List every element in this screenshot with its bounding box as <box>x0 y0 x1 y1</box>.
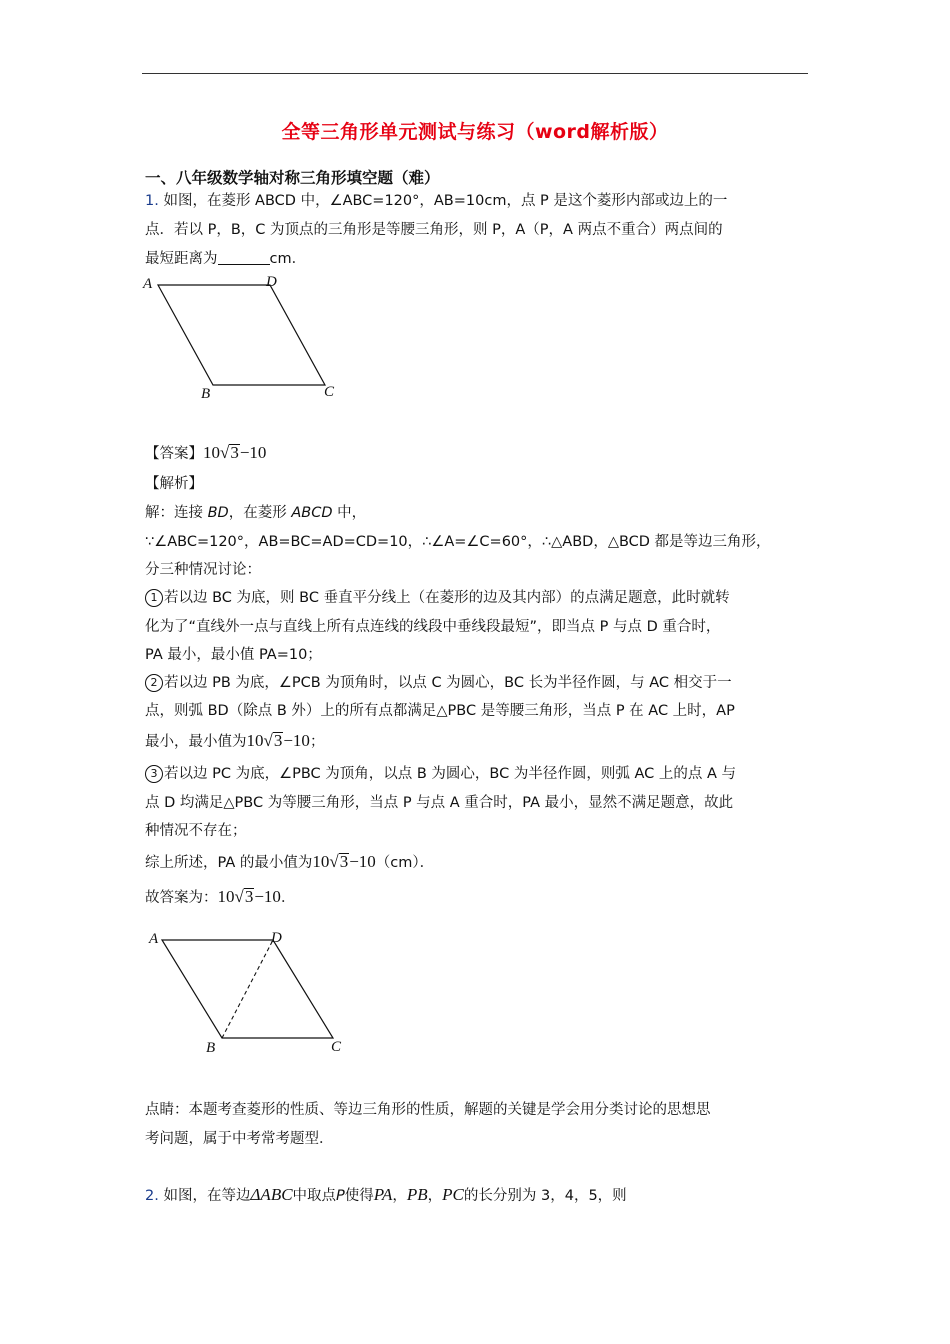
summary-expression: 10√3−10 <box>312 852 376 871</box>
label-b-2: B <box>206 1040 216 1056</box>
comment-line-1: 点睛：本题考查菱形的性质、等边三角形的性质，解题的关键是学会用分类讨论的思想思 <box>145 1102 711 1118</box>
final-answer-expression: 10√3−10 <box>217 887 281 906</box>
case-3-line-2: 点 D 均满足△PBC 为等腰三角形，当点 P 与点 A 重合时，PA 最小，显然不满足题意，故此 <box>145 795 734 811</box>
q1-line-1 <box>145 191 727 211</box>
comment-line-2: 考问题，属于中考常考题型． <box>145 1131 334 1147</box>
q1-text-1: 如图，在菱形 ABCD 中，∠ABC=120°，AB=10cm，点 P 是这个菱形内部或边上的一 <box>163 193 728 209</box>
final-answer-line: 故答案为：10√3−10． <box>145 887 296 906</box>
q1-text-3: 最短距离为 <box>145 251 218 267</box>
q1-number: 1. <box>145 193 159 209</box>
answer-line <box>145 443 266 464</box>
label-d: D <box>266 274 277 290</box>
case-1-line-3: PA 最小，最小值 PA=10； <box>145 647 322 663</box>
case-1-marker: 1 <box>145 589 163 607</box>
case-2-line-3: 最小，最小值为10√3−10； <box>145 731 325 750</box>
label-a-2: A <box>149 931 159 947</box>
label-d-2: D <box>271 930 282 946</box>
analysis-label: 【解析】 <box>145 476 203 492</box>
summary-line: 综上所述，PA 的最小值为10√3−10（cm）． <box>145 852 435 871</box>
case-1-line-2: 化为了“直线外一点与直线上所有点连线的线段中垂线段最短”，即当点 P 与点 D 重合时， <box>145 619 721 635</box>
case-1-line-1: 1 若以边 BC 为底，则 BC 垂直平分线上（在菱形的边及其内部）的点满足题意，此时就转 <box>145 588 730 608</box>
label-c: C <box>324 384 335 400</box>
case-3-marker: 3 <box>145 765 163 783</box>
analysis-step-3: 分三种情况讨论： <box>145 562 261 578</box>
case-2-expression: 10√3−10 <box>246 731 310 750</box>
label-a: A <box>143 276 153 292</box>
analysis-step-1: 解：连接 BD，在菱形 ABCD 中， <box>145 505 367 521</box>
page-title: 全等三角形单元测试与练习（word解析版） <box>281 121 669 143</box>
header-rule <box>142 73 808 74</box>
rhombus-abcd-2 <box>162 940 333 1038</box>
answer-label: 【答案】 <box>145 446 203 462</box>
q1-unit: cm． <box>269 251 307 267</box>
section-heading: 一、八年级数学轴对称三角形填空题（难） <box>145 169 440 187</box>
label-c-2: C <box>331 1039 342 1055</box>
answer-expression: 10√3−10 <box>203 443 267 462</box>
rhombus-abcd <box>158 285 325 385</box>
case-2-line-1: 2 若以边 PB 为底，∠PCB 为顶角时，以点 C 为圆心，BC 长为半径作圆，与 AC 相交于一 <box>145 673 732 693</box>
q2-number: 2. <box>145 1188 159 1204</box>
q1-line-2: 点．若以 P，B，C 为顶点的三角形是等腰三角形，则 P，A（P，A 两点不重合）两点间的 <box>145 222 723 238</box>
diagonal-bd <box>222 940 273 1038</box>
case-3-line-3: 种情况不存在； <box>145 823 247 839</box>
q2-line-1: 2. 如图，在等边ΔABC中取点P使得PA，PB，PC的长分别为 3，4，5，则 <box>145 1185 627 1204</box>
rhombus-figure-1 <box>140 272 350 404</box>
case-3-line-1: 3 若以边 PC 为底，∠PBC 为顶角，以点 B 为圆心，BC 为半径作圆，则弧 AC 上的点 A 与 <box>145 764 736 784</box>
case-2-marker: 2 <box>145 674 163 692</box>
case-2-line-2: 点，则弧 BD（除点 B 外）上的所有点都满足△PBC 是等腰三角形，当点 P 在 AC 上时，AP <box>145 703 735 719</box>
answer-blank <box>218 250 270 265</box>
analysis-step-2: ∵∠ABC=120°，AB=BC=AD=CD=10，∴∠A=∠C=60°，∴△ABD，△BCD 都是等边三角形， <box>145 534 771 550</box>
rhombus-figure-2 <box>145 925 360 1060</box>
q1-line-3 <box>145 249 306 269</box>
label-b: B <box>201 386 211 402</box>
